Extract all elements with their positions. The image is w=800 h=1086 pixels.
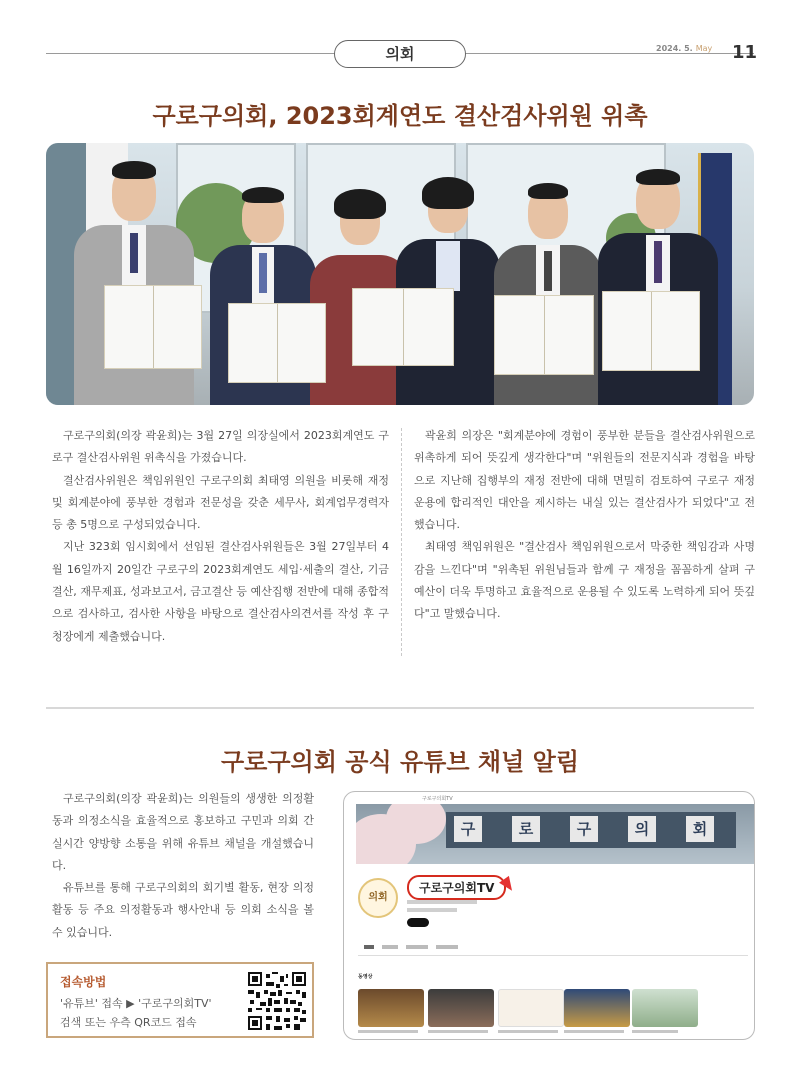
paragraph: 곽윤희 의장은 "회계분야에 경험이 풍부한 분들을 결산검사위원으로 위촉하게 되어 뜻깊게 생각한다"며 "위원들의 전문지식과 경험을 바탕으로 지난해 집행부의 재정 전반에 대해 면밀히 검토하여 구로구 재정 운용에 합리적인 대안을 제시하는 내실 있는 결산검사가 되었다"고 전했습니다. xyxy=(414,429,755,532)
video-thumbnail[interactable] xyxy=(632,989,698,1027)
section-divider xyxy=(46,707,754,709)
column-divider xyxy=(401,428,402,656)
issue-month: May xyxy=(695,44,713,53)
person-hair xyxy=(528,183,568,199)
paragraph: 결산검사위원은 책임위원인 구로구의회 최태영 의원을 비롯해 재정 및 회계분야에 풍부한 경험과 전문성을 갖춘 세무사, 회계업무경력자 등 총 5명으로 구성되었습니다. xyxy=(52,473,389,532)
certificate xyxy=(494,295,594,375)
qr-code-icon[interactable] xyxy=(248,972,306,1030)
paragraph: 구로구의회(의장 곽윤희)는 의원들의 생생한 의정활동과 의정소식을 효율적으로 홍보하고 구민과 의회 간 실시간 양방향 소통을 위해 유튜브 채널을 개설했습니다. xyxy=(52,792,314,872)
channel-name[interactable]: 구로구의회TV xyxy=(407,875,506,900)
article-title: 구로구의회 공식 유튜브 채널 알림 xyxy=(221,748,579,776)
subscribe-button[interactable] xyxy=(407,918,429,927)
person-hair xyxy=(112,161,156,179)
video-thumbnail[interactable] xyxy=(564,989,630,1027)
certificate xyxy=(352,288,454,366)
paragraph: 구로구의회(의장 곽윤희)는 3월 27일 의장실에서 2023회계연도 구로구 결산검사위원 위촉식을 가졌습니다. xyxy=(52,429,389,465)
video-thumbnail[interactable] xyxy=(428,989,494,1027)
person-tie xyxy=(259,253,267,293)
sign-character: 로 xyxy=(512,816,540,842)
group-photo xyxy=(46,143,754,405)
person-hair xyxy=(422,177,474,209)
channel-meta-line xyxy=(407,908,457,912)
article-body-left xyxy=(52,425,389,648)
video-caption xyxy=(428,1030,488,1033)
video-thumbnail[interactable] xyxy=(498,989,564,1027)
channel-banner xyxy=(356,804,754,864)
person-tie xyxy=(130,233,138,273)
issue-date-text: 2024. 5. xyxy=(656,44,693,53)
video-caption xyxy=(564,1030,624,1033)
browser-address: 구로구의회TV xyxy=(422,796,453,802)
council-building-sign xyxy=(446,812,736,848)
person-shirt xyxy=(436,241,460,291)
video-caption xyxy=(632,1030,678,1033)
certificate xyxy=(228,303,326,383)
tab-home[interactable] xyxy=(364,945,374,949)
channel-tabs xyxy=(358,942,748,956)
person-tie xyxy=(544,251,552,291)
person-tie xyxy=(654,241,662,283)
sign-character: 의 xyxy=(628,816,656,842)
person-hair xyxy=(636,169,680,185)
tab-playlists[interactable] xyxy=(406,945,428,949)
tab-community[interactable] xyxy=(436,945,458,949)
channel-meta-line xyxy=(407,900,477,904)
video-thumbnail[interactable] xyxy=(358,989,424,1027)
sign-character: 구 xyxy=(570,816,598,842)
sign-character: 회 xyxy=(686,816,714,842)
issue-date xyxy=(656,44,712,53)
access-title: 접속방법 xyxy=(60,975,107,989)
sign-character: 구 xyxy=(454,816,482,842)
certificate xyxy=(602,291,700,371)
access-instruction: '유튜브' 접속 ▶ '구로구의회TV' xyxy=(60,997,212,1010)
article-body-right xyxy=(414,425,755,626)
videos-section-label: 동영상 xyxy=(358,974,373,980)
access-info-box xyxy=(46,962,314,1038)
person-hair xyxy=(242,187,284,203)
article-title: 구로구의회, 2023회계연도 결산검사위원 위촉 xyxy=(152,102,648,130)
paragraph: 최태영 책임위원은 "결산검사 책임위원으로서 막중한 책임감과 사명감을 느낀다"며 "위촉된 위원님들과 함께 구 재정을 꼼꼼하게 살펴 구 예산이 더욱 투명하고 효율적으로 운용될 수 있도록 노력하게 되어 뜻깊다"고 말했습니다. xyxy=(414,540,755,621)
section-label: 의회 xyxy=(334,40,466,68)
certificate xyxy=(104,285,202,369)
page-number: 11 xyxy=(732,42,758,63)
video-caption xyxy=(498,1030,558,1033)
tab-videos[interactable] xyxy=(382,945,398,949)
channel-avatar[interactable]: 의회 xyxy=(358,878,398,918)
person-hair xyxy=(334,189,386,219)
paragraph: 유튜브를 통해 구로구의회의 회기별 활동, 현장 의정활동 등 주요 의정활동과 행사안내 등 의회 소식을 볼 수 있습니다. xyxy=(52,881,314,939)
paragraph: 지난 323회 임시회에서 선임된 결산검사위원들은 3월 27일부터 4월 16일까지 20일간 구로구의 2023회계연도 세입·세출의 결산, 기금결산, 재무제표, 성과보고서, 금고결산 등 예산집행 전반에 대해 종합적으로 검사하고, 검사한 사항을 바탕으로 결산검사의견서를 작성 후 구청장에게 제출했습니다. xyxy=(52,540,389,643)
video-caption xyxy=(358,1030,418,1033)
article-body xyxy=(52,788,314,944)
youtube-channel-screenshot xyxy=(343,791,755,1040)
access-instruction: 검색 또는 우측 QR코드 접속 xyxy=(60,1016,197,1029)
